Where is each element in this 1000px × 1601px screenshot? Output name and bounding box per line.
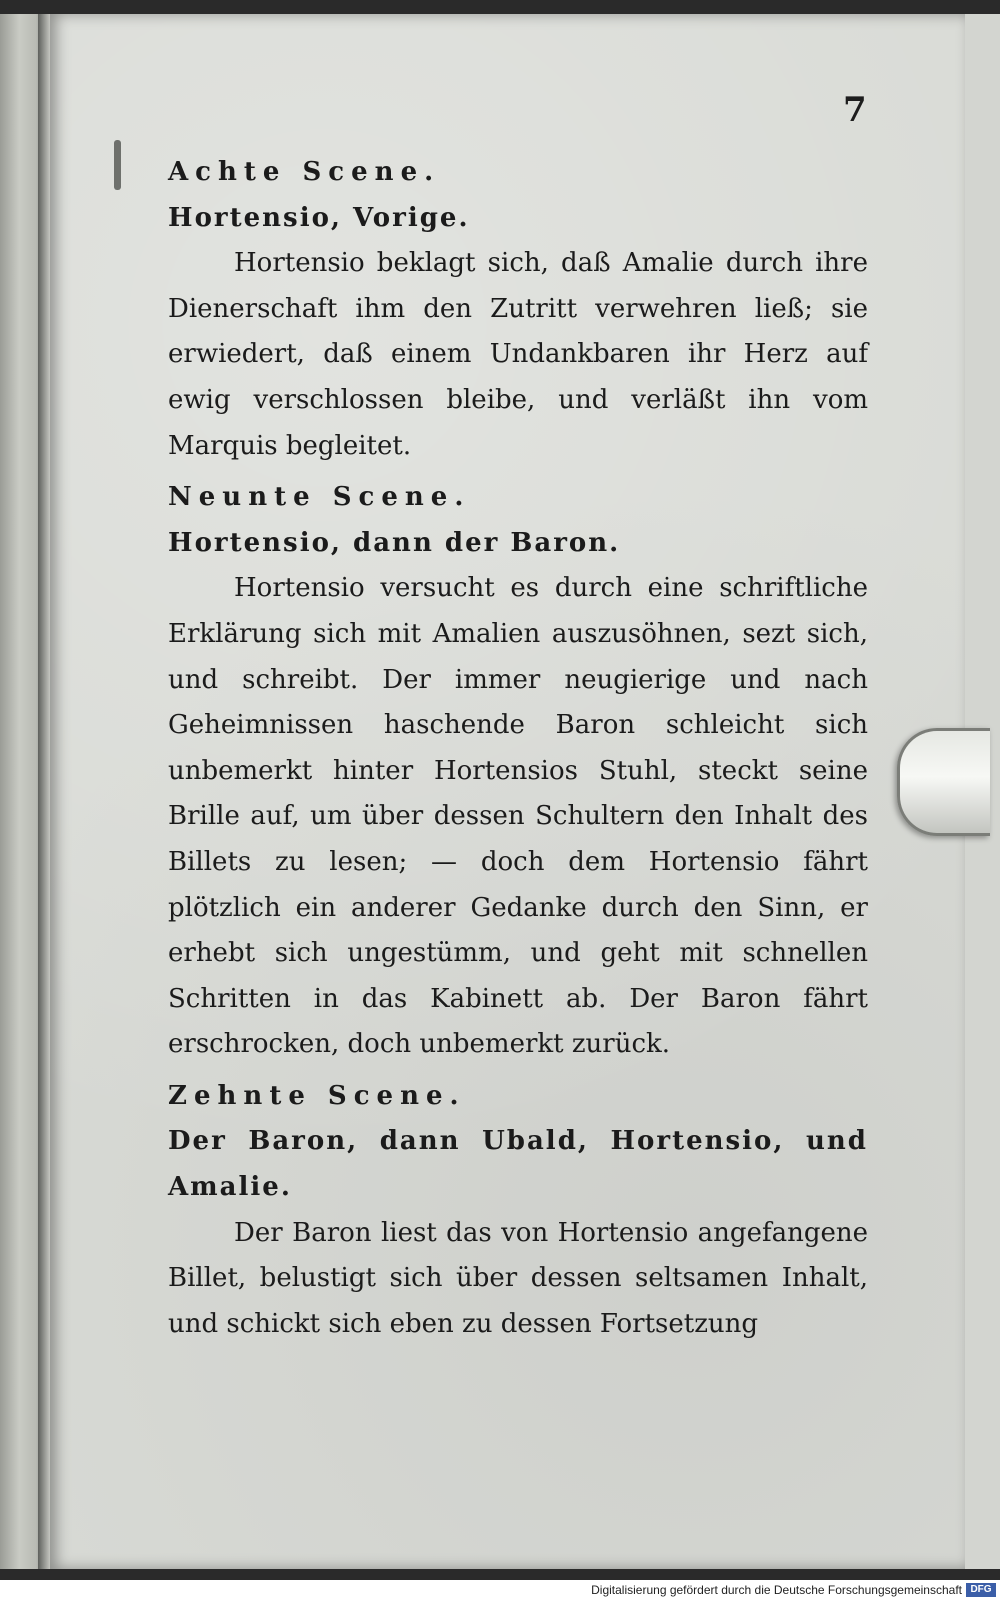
footer-bar <box>0 1580 1000 1601</box>
scene-paragraph-9: Hortensio versucht es durch eine schriftliche Erklärung sich mit Amalien auszusöhnen, sezt sich, und schreibt. Der immer neugierige und nach Geheimnissen haschende Baron schleicht sich unbemerkt hinter Hortensios Stuhl, steckt seine Brille auf, um über dessen Schultern den Inhalt des Billets zu lesen; — doch dem Hortensio fährt plötzlich ein anderer Gedanke durch den Sinn, er erhebt sich ungestümm, und geht mit schnellen Schritten in das Kabinett ab. Der Baron fährt erschrocken, doch unbemerkt zurück. <box>168 573 868 1060</box>
scene-heading-9: Neunte Scene. <box>168 482 471 513</box>
page-number: 7 <box>843 90 867 130</box>
footer-credit: Digitalisierung gefördert durch die Deutsche Forschungsgemeinschaft <box>591 1583 962 1597</box>
page-clip <box>897 728 990 836</box>
scene-persons-8: Hortensio, Vorige. <box>168 202 470 233</box>
scene-persons-9: Hortensio, dann der Baron. <box>168 527 621 558</box>
dfg-logo: DFG <box>966 1583 996 1597</box>
margin-mark <box>114 140 121 190</box>
scene-heading-8: Achte Scene. <box>168 157 441 187</box>
scene-persons-10: Der Baron, dann Ubald, Hortensio, und Amalie. <box>168 1126 868 1203</box>
scene-paragraph-10: Der Baron liest das von Hortensio angefangene Billet, belustigt sich über dessen seltsamen Inhalt, und schickt sich eben zu dessen Fortsetzung <box>168 1217 868 1339</box>
scene-paragraph-8: Hortensio beklagt sich, daß Amalie durch ihre Dienerschaft ihm den Zutritt verwehren ließ; sie erwiedert, daß einem Undankbaren ihr Herz auf ewig verschlossen bleibe, und verläßt ihn vom Marquis begleitet. <box>168 248 868 461</box>
scene-heading-10: Zehnte Scene. <box>168 1080 466 1111</box>
page-text <box>168 150 868 1347</box>
